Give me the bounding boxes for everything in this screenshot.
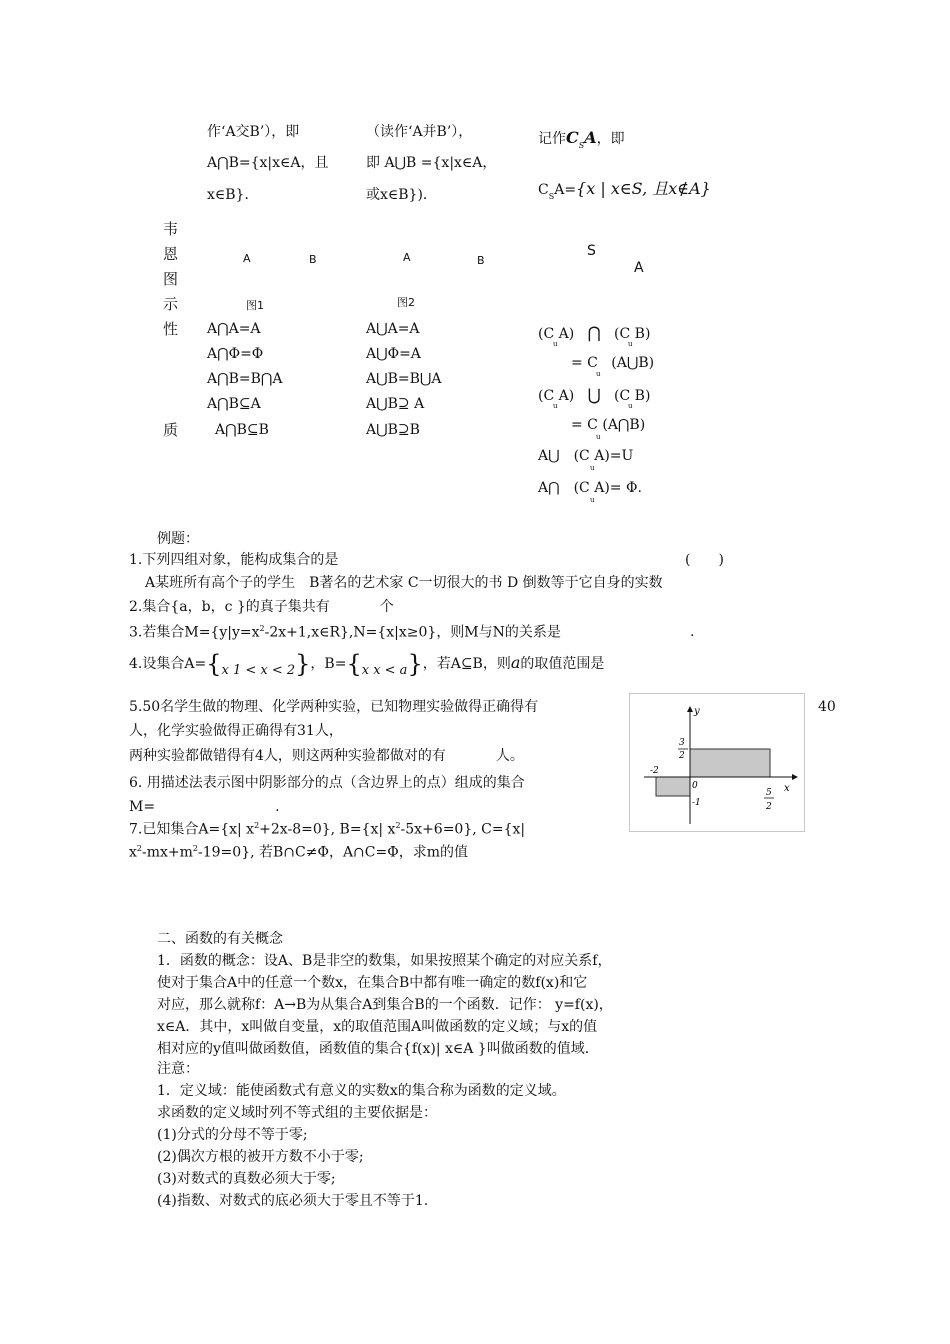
- venn2-caption: 图2: [397, 296, 415, 309]
- section2-title: 二、函数的有关概念: [157, 931, 283, 947]
- tick-x-numerator: 5: [766, 788, 772, 798]
- example-6-line2: M= .: [129, 799, 280, 815]
- example-1-options: A某班所有高个子的学生 B著名的艺术家 C一切很大的书 D 倒数等于它自身的实数: [145, 575, 663, 591]
- example-3: 3.若集合$M=\{y|y=x^2-2x+1,x\in R\},N=\{x|x\ge 0\}$，则M与N的关系是: [129, 624, 561, 641]
- section2-line-12: (4)指数、对数式的底必须大于零且不等于1.: [157, 1193, 429, 1209]
- tick-y-denominator: 2: [679, 751, 685, 761]
- prop-demorgan-1: (C A) ⋂ (C B): [538, 323, 651, 342]
- row-label-venn-2: 恩: [163, 245, 179, 263]
- sub-u-5: u: [628, 402, 633, 410]
- complement-def-line1: 记作$C_SA$，即: [538, 128, 625, 150]
- venn3-label-s: S: [587, 243, 596, 259]
- section2-line-9: (1)分式的分母不等于零;: [157, 1127, 308, 1143]
- venn3-label-a: A: [634, 260, 644, 276]
- prop-complement-union: A⋃ (C A)=U: [538, 448, 634, 464]
- section2-line-1: 1．函数的概念：设A、B是非空的数集，如果按照某个确定的对应关系f，: [157, 953, 612, 969]
- union-def-line3: 或x∈B})．: [366, 187, 437, 203]
- example-5-line1: 5.50名学生做的物理、化学两种实验，已知物理实验做得正确得有: [129, 699, 539, 715]
- union-def-line2: 即 A⋃B ={x|x∈A，: [366, 155, 497, 171]
- example-7-line1: 7.已知集合A={x| $x^2+2x-8=0$}, B={x| $x^2-5x+6=0$}, C={x|: [129, 821, 526, 838]
- section2-line-2: 使对于集合A中的任意一个数x，在集合B中都有唯一确定的数f(x)和它: [157, 975, 588, 991]
- tick-y-numerator: 3: [679, 738, 685, 748]
- x-axis-arrow: [792, 774, 798, 780]
- prop-union-1: A⋃A=A: [366, 321, 420, 337]
- y-axis-arrow: [687, 706, 693, 712]
- prop-intersection-1: A⋂A=A: [207, 321, 261, 337]
- example-6-line1: 6. 用描述法表示图中阴影部分的点（含边界上的点）组成的集合: [129, 775, 525, 791]
- example-4: 4.设集合A={x 1 < x < 2}，B={x x < a}，若A⊆B，则a的取值范围是: [129, 650, 605, 678]
- venn1-label-a: A: [243, 252, 251, 265]
- section2-line-6: 注意：: [157, 1061, 199, 1077]
- prop-complement-intersection: A⋂ (C A)= Φ.: [538, 480, 642, 496]
- sub-u-2: u: [628, 340, 633, 348]
- shaded-rect-lower: [656, 777, 690, 796]
- shaded-region-figure: [629, 693, 805, 832]
- complement-def-line2: $C_SA=\{x$ | x∈S, 且x∉A}: [538, 179, 711, 201]
- y-axis-label: y: [694, 706, 700, 717]
- prop-intersection-3: A⋂B=B⋂A: [207, 371, 283, 387]
- section2-line-4: x∈A．其中，x叫做自变量，x的取值范围A叫做函数的定义域；与x的值: [157, 1019, 598, 1035]
- sub-u-7: u: [590, 464, 595, 472]
- section2-line-3: 对应，那么就称f：A→B为从集合A到集合B的一个函数．记作： y=f(x)，: [157, 997, 613, 1013]
- prop-intersection-4: A⋂B⊆A: [207, 396, 261, 412]
- prop-union-2: A⋃Φ=A: [366, 346, 421, 362]
- section2-line-11: (3)对数式的真数必须大于零;: [157, 1171, 336, 1187]
- sub-u-1: u: [553, 340, 558, 348]
- tick-neg1: -1: [692, 798, 701, 808]
- example-5-line2: 人，化学实验做得正确得有31人，: [129, 723, 343, 739]
- tick-neg2: -2: [650, 766, 659, 776]
- sub-u-6: u: [596, 433, 601, 441]
- section2-line-7: 1．定义域：能使函数式有意义的实数x的集合称为函数的定义域。: [157, 1083, 566, 1099]
- section2-line-8: 求函数的定义域时列不等式组的主要依据是：: [157, 1105, 437, 1121]
- examples-heading: 例题：: [157, 531, 199, 547]
- example-2: 2.集合{a，b，c }的真子集共有 个: [129, 599, 394, 615]
- x-axis-label: x: [784, 783, 790, 794]
- prop-union-4: A⋃B⊇ A: [366, 396, 425, 412]
- intersection-def-line1: 作‘A交B’），即: [207, 124, 300, 140]
- example-5-line3: 两种实验都做错得有4人，则这两种实验都做对的有 人。: [129, 748, 524, 764]
- intersection-def-line2: A⋂B={x|x∈A，且: [207, 155, 329, 171]
- sub-u-8: u: [590, 496, 595, 504]
- prop-union-5: A⋃B⊇B: [366, 422, 420, 438]
- union-def-line1: （读作‘A并B’），: [366, 124, 473, 140]
- row-label-prop-2: 质: [163, 421, 179, 439]
- prop-demorgan-2: = C (A⋃B): [571, 355, 655, 371]
- prop-union-3: A⋃B=B⋃A: [366, 371, 442, 387]
- intersection-def-line3: x∈B}．: [207, 187, 259, 203]
- example-3-end: .: [690, 624, 695, 640]
- row-label-venn-4: 示: [163, 295, 179, 313]
- example-7-line2: $x^2-mx+m^2-19=0$}, 若B∩C≠Φ，A∩C=Φ，求m的值: [129, 844, 468, 861]
- row-label-prop-1: 性: [163, 320, 179, 338]
- section2-line-5: 相对应的y值叫做函数值，函数值的集合{f(x)| x∈A }叫做函数的值域．: [157, 1041, 599, 1057]
- prop-intersection-5: A⋂B⊆B: [215, 422, 269, 438]
- tick-x-denominator: 2: [766, 802, 772, 812]
- prop-demorgan-3: (C A) ⋃ (C B): [538, 385, 651, 404]
- venn1-label-b: B: [309, 253, 317, 266]
- shaded-rect-upper: [690, 749, 770, 777]
- row-label-venn-1: 韦: [163, 220, 179, 238]
- example-1-paren: ( ): [685, 552, 724, 568]
- coordinate-plot: [630, 694, 804, 831]
- row-label-venn-3: 图: [163, 270, 179, 288]
- sub-u-3: u: [596, 370, 601, 378]
- venn2-label-b: B: [477, 254, 485, 267]
- example-1: 1.下列四组对象，能构成集合的是: [129, 552, 339, 568]
- prop-intersection-2: A⋂Φ=Φ: [207, 346, 264, 362]
- sub-u-4: u: [553, 402, 558, 410]
- prop-demorgan-4: = C (A⋂B): [571, 417, 646, 433]
- tick-origin: 0: [692, 781, 698, 791]
- venn2-label-a: A: [403, 251, 411, 264]
- section2-line-10: (2)偶次方根的被开方数不小于零;: [157, 1149, 364, 1165]
- venn1-caption: 图1: [246, 299, 264, 312]
- example-5-num: 40: [818, 699, 836, 715]
